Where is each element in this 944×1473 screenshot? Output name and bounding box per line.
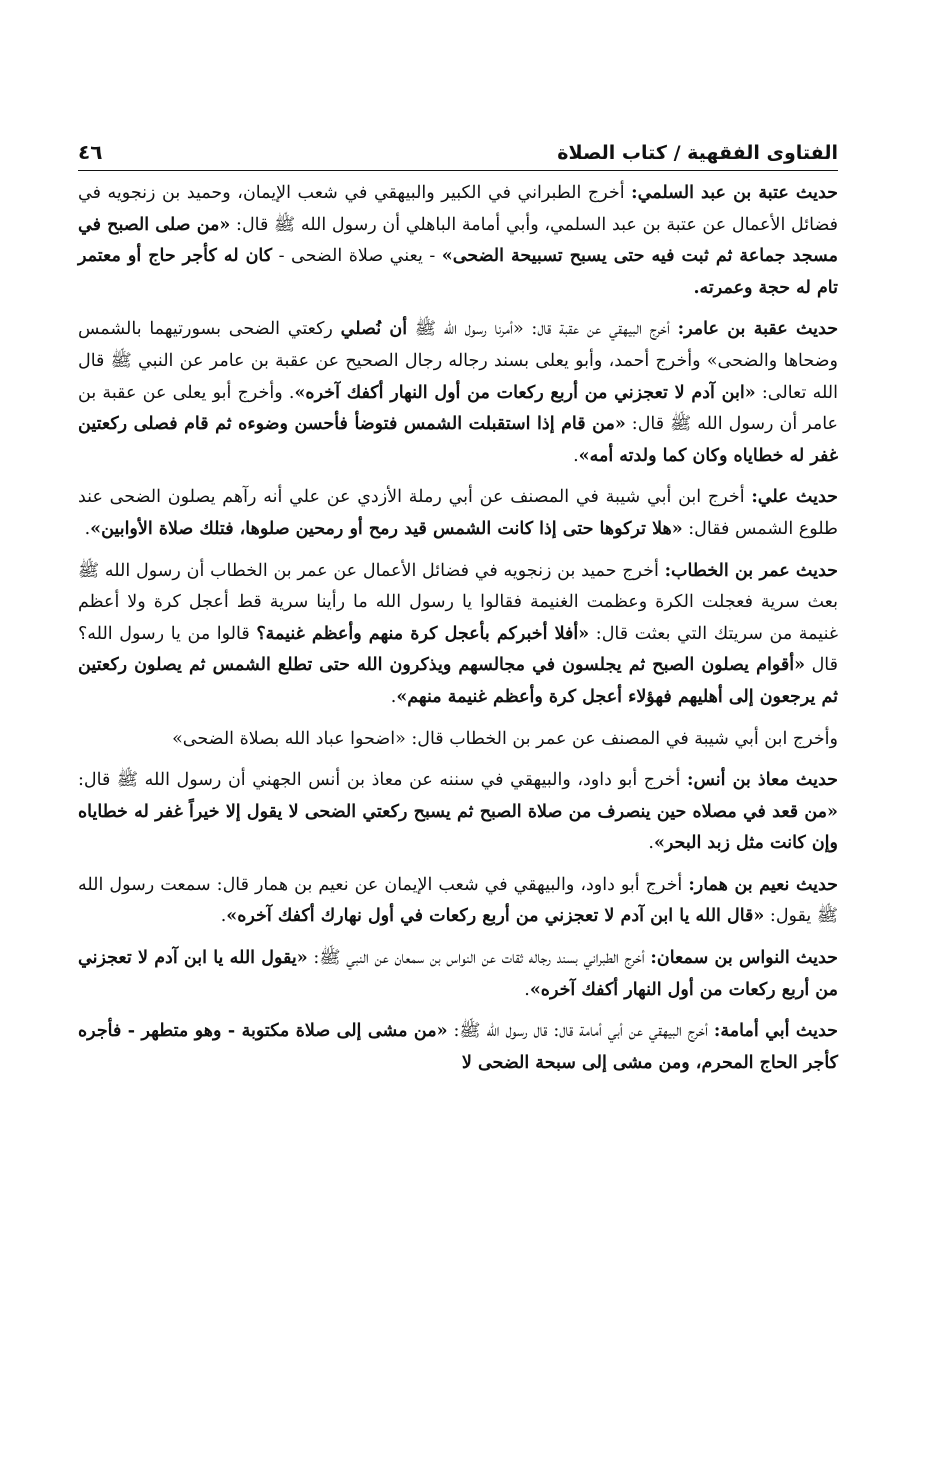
body-text: . [573,445,579,466]
body-text: أخرج الطبراني بسند رجاله ثقات عن النواس بن سمعان عن النبي ﷺ: [307,948,651,969]
hadith-heading: حديث علي: [751,487,838,508]
hadith-heading: حديث عتبة بن عبد السلمي: [631,183,838,203]
hadith-quote: «من قعد في مصلاه حين ينصرف من صلاة الصبح ثم يسبح ركعتي الضحى لا يقول إلا خيراً غفر له خطاياه وإن كانت مثل زبد البحر» [78,801,838,854]
hadith-heading: حديث النواس بن سمعان: [650,948,839,969]
body-text: أخرج حميد بن زنجويه في فضائل الأعمال عن عمر بن الخطاب أن رسول الله ﷺ بعث سرية فعجلت الكرة وعظمت الغنيمة فقالوا يا رسول الله ما رأينا سرية قط أعجل كرة ولا أعظم غنيمة من سريتك التي بعثت قال: [78,560,839,644]
body-text: وأخرج ابن أبي شيبة في المصنف عن عمر بن الخطاب قال: «اضحوا عباد الله بصلاة الضحى» [172,728,838,749]
page-body [78,178,838,1089]
body-text: . [220,906,227,927]
paragraph-nuaym [78,870,838,933]
hadith-quote: «أفلا أخبركم بأعجل كرة منهم وأعظم غنيمة؟ [256,623,590,644]
body-text: - يعني صلاة الضحى - [272,246,442,267]
hadith-heading: حديث معاذ بن أنس: [687,770,838,791]
hadith-quote: «أقوام يصلون الصبح ثم يجلسون في مجالسهم ويذكرون الله حتى تطلع الشمس ثم يصلون ركعتين ثم يرجعون إلى أهليهم فهؤلاء أعجل كرة وأعظم غنيمة منهم» [78,655,838,707]
hadith-heading: حديث عقبة بن عامر: [677,319,839,340]
hadith-quote: «قال الله يا ابن آدم لا تعجزني من أربع ركعات في أول نهارك أكفك آخره» [226,906,765,927]
hadith-quote: «من قام إذا استقبلت الشمس فتوضأ فأحسن وضوءه ثم قام فصلى ركعتين غفر له خطاياه وكان كما ولدته أمه» [78,414,838,466]
body-text: أخرج أبو داود، والبيهقي في شعب الإيمان عن نعيم بن همار قال: سمعت رسول الله ﷺ يقول: [78,874,838,927]
body-text: . [524,979,530,1000]
paragraph-umar-2 [78,724,838,756]
body-text: أخرج البيهقي عن عقبة قال: «أمرنا رسول الله ﷺ [407,319,678,340]
hadith-quote: «هلا تركوها حتى إذا كانت الشمس قيد رمح أو رمحين صلوها، فتلك صلاة الأوابين» [90,518,683,539]
body-text: قالوا من يا رسول الله؟ قال [78,623,838,676]
body-text: . [84,518,91,539]
hadith-heading: حديث أبي أمامة: [713,1021,838,1042]
body-text: أخرج ابن أبي شيبة في المصنف عن أبي رملة الأزدي عن علي أنه رآهم يصلون الضحى عند طلوع الشمس فقال: [78,487,838,539]
page-number: ٤٦ [78,140,103,164]
hadith-quote: كان له كأجر حاج أو معتمر تام له حجة وعمرته. [78,246,838,298]
paragraph-umar [78,556,838,714]
running-header [78,130,838,171]
hadith-quote: «من مشى إلى صلاة مكتوبة - وهو متطهر - فأجره كأجر الحاج المحرم، ومن مشى إلى سبحة الضحى لا [78,1021,838,1073]
body-text: . [648,833,654,854]
body-text: . [390,686,397,707]
hadith-heading: حديث نعيم بن همار: [688,874,839,895]
body-text: ركعتي الضحى بسورتيهما بالشمس وضحاها والضحى» وأخرج أحمد، وأبو يعلى بسند رجاله رجال الصحيح عن عقبة بن عامر عن النبي ﷺ قال الله تعالى: [78,319,838,403]
body-text: أخرج الطبراني في الكبير والبيهقي في شعب الإيمان، وحميد بن زنجويه في فضائل الأعمال عن عتبة بن عبد السلمي، وأبي أمامة الباهلي أن رسول الله ﷺ قال: [78,183,838,235]
body-text: أخرج أبو داود، والبيهقي في سننه عن معاذ بن أنس الجهني أن رسول الله ﷺ قال: [78,770,688,791]
paragraph-ali [78,482,838,545]
paragraph-utba [78,178,838,304]
hadith-quote: «من صلى الصبح في مسجد جماعة ثم ثبت فيه حتى يسبح تسبيحة الضحى» [78,214,838,267]
hadith-quote: «يقول الله يا ابن آدم لا تعجزني من أربع ركعات من أول النهار أكفك آخره» [78,948,838,1000]
header-title: الفتاوى الفقهية / كتاب الصلاة [557,142,838,164]
paragraph-muadh [78,765,838,860]
paragraph-nawwas [78,943,838,1006]
hadith-quote: أن نُصلي [340,319,408,340]
hadith-quote: «ابن آدم لا تعجزني من أربع ركعات من أول النهار أكفك آخره» [294,382,756,403]
body-text: أخرج البيهقي عن أبي أمامة قال: قال رسول الله ﷺ: [447,1021,714,1042]
body-text: . وأخرج أبو يعلى عن عقبة بن عامر أن رسول الله ﷺ قال: [78,382,838,435]
hadith-heading: حديث عمر بن الخطاب: [664,560,838,581]
paragraph-abu-umama [78,1016,838,1079]
paragraph-uqba [78,314,838,472]
